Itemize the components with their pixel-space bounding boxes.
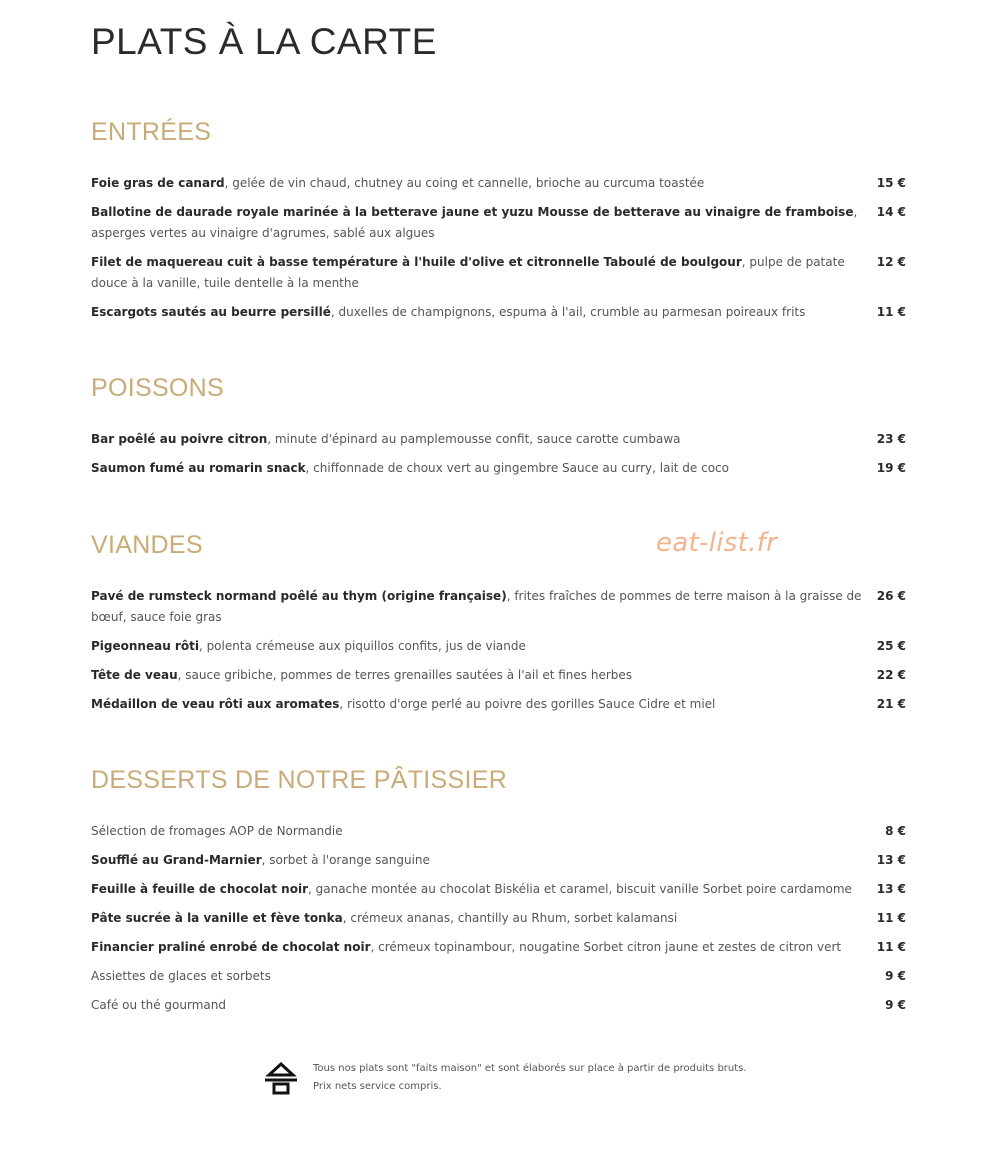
item-price: 22 € — [876, 668, 906, 682]
item-name: Financier praliné enrobé de chocolat noir — [91, 940, 371, 954]
menu-item — [91, 694, 906, 715]
item-description: , crémeux topinambour, nougatine Sorbet citron jaune et zestes de citron vert — [370, 940, 842, 954]
item-description: , gelée de vin chaud, chutney au coing et cannelle, brioche au curcuma toastée — [224, 176, 705, 190]
page-title: PLATS À LA CARTE — [91, 21, 437, 62]
item-name: Pâte sucrée à la vanille et fève tonka — [91, 911, 343, 925]
item-description: , risotto d'orge perlé au poivre des gorilles Sauce Cidre et miel — [339, 697, 716, 711]
item-price: 26 € — [876, 589, 906, 603]
item-description: , chiffonnade de choux vert au gingembre Sauce au curry, lait de coco — [305, 461, 729, 475]
section-poissons-items — [91, 429, 906, 487]
item-description: Sélection de fromages AOP de Normandie — [91, 824, 343, 838]
menu-item — [91, 879, 906, 900]
item-description: Assiettes de glaces et sorbets — [91, 969, 271, 983]
menu-item — [91, 636, 906, 657]
menu-item — [91, 252, 906, 294]
menu-item — [91, 908, 906, 929]
item-name: Escargots sautés au beurre persillé — [91, 305, 331, 319]
item-name: Pavé de rumsteck normand poêlé au thym (origine française) — [91, 589, 507, 603]
item-name: Bar poêlé au poivre citron — [91, 432, 268, 446]
item-name: Saumon fumé au romarin snack — [91, 461, 306, 475]
item-name: Filet de maquereau cuit à basse température à l'huile d'olive et citronnelle Taboulé de boulgour — [91, 255, 742, 269]
item-description: , frites fraîches de pommes de terre maison à la graisse de bœuf, sauce foie gras — [91, 589, 862, 624]
item-price: 23 € — [876, 432, 906, 446]
fait-maison-house-icon — [263, 1060, 299, 1096]
section-entrees — [91, 117, 906, 147]
menu-item — [91, 966, 906, 987]
item-price: 12 € — [876, 255, 906, 269]
item-price: 9 € — [885, 969, 906, 983]
item-price: 13 € — [876, 882, 906, 896]
section-title: ENTRÉES — [91, 118, 212, 146]
item-name: Pigeonneau rôti — [91, 639, 199, 653]
item-description: , duxelles de champignons, espuma à l'ail, crumble au parmesan poireaux frits — [330, 305, 806, 319]
item-description: Café ou thé gourmand — [91, 998, 226, 1012]
section-title: POISSONS — [91, 374, 224, 402]
item-price: 11 € — [876, 305, 906, 319]
menu-item — [91, 458, 906, 479]
item-price: 11 € — [876, 940, 906, 954]
item-description: , polenta crémeuse aux piquillos confits, jus de viande — [198, 639, 526, 653]
item-price: 9 € — [885, 998, 906, 1012]
menu-item — [91, 173, 906, 194]
item-description: , crémeux ananas, chantilly au Rhum, sorbet kalamansi — [342, 911, 678, 925]
item-name: Soufflé au Grand-Marnier — [91, 853, 262, 867]
item-description: , sauce gribiche, pommes de terres grenailles sautées à l'ail et fines herbes — [177, 668, 633, 682]
item-name: Ballotine de daurade royale marinée à la betterave jaune et yuzu Mousse de betterave au vinaigre de framboise — [91, 205, 854, 219]
footer-line-2: Prix nets service compris. — [313, 1081, 442, 1092]
item-description: , pulpe de patate douce à la vanille, tuile dentelle à la menthe — [91, 255, 845, 290]
menu-item — [91, 937, 906, 958]
item-name: Foie gras de canard — [91, 176, 225, 190]
menu-item — [91, 821, 906, 842]
section-desserts-items — [91, 821, 906, 1024]
section-entrees-items — [91, 173, 906, 331]
item-price: 21 € — [876, 697, 906, 711]
section-viandes-items — [91, 586, 906, 723]
item-description: , ganache montée au chocolat Biskélia et caramel, biscuit vanille Sorbet poire cardamome — [308, 882, 852, 896]
menu-item — [91, 850, 906, 871]
item-description: , asperges vertes au vinaigre d'agrumes, sablé aux algues — [91, 205, 858, 240]
item-price: 13 € — [876, 853, 906, 867]
item-price: 15 € — [876, 176, 906, 190]
item-price: 19 € — [876, 461, 906, 475]
section-viandes — [91, 530, 906, 560]
watermark: eat-list.fr — [656, 528, 778, 558]
section-title: VIANDES — [91, 531, 203, 559]
item-description: , minute d'épinard au pamplemousse confit, sauce carotte cumbawa — [267, 432, 681, 446]
item-price: 11 € — [876, 911, 906, 925]
item-name: Feuille à feuille de chocolat noir — [91, 882, 308, 896]
menu-item — [91, 429, 906, 450]
section-desserts — [91, 765, 906, 795]
menu-item — [91, 995, 906, 1016]
section-title: DESSERTS DE NOTRE PÂTISSIER — [91, 766, 508, 794]
menu-item — [91, 665, 906, 686]
item-name: Tête de veau — [91, 668, 178, 682]
footer-line-1: Tous nos plats sont "faits maison" et sont élaborés sur place à partir de produits bruts. — [313, 1063, 747, 1074]
item-price: 8 € — [885, 824, 906, 838]
footer-note — [263, 1060, 747, 1096]
item-price: 14 € — [876, 205, 906, 219]
item-price: 25 € — [876, 639, 906, 653]
menu-item — [91, 586, 906, 628]
menu-item — [91, 202, 906, 244]
item-description: , sorbet à l'orange sanguine — [261, 853, 430, 867]
menu-item — [91, 302, 906, 323]
section-poissons — [91, 373, 906, 403]
item-name: Médaillon de veau rôti aux aromates — [91, 697, 340, 711]
